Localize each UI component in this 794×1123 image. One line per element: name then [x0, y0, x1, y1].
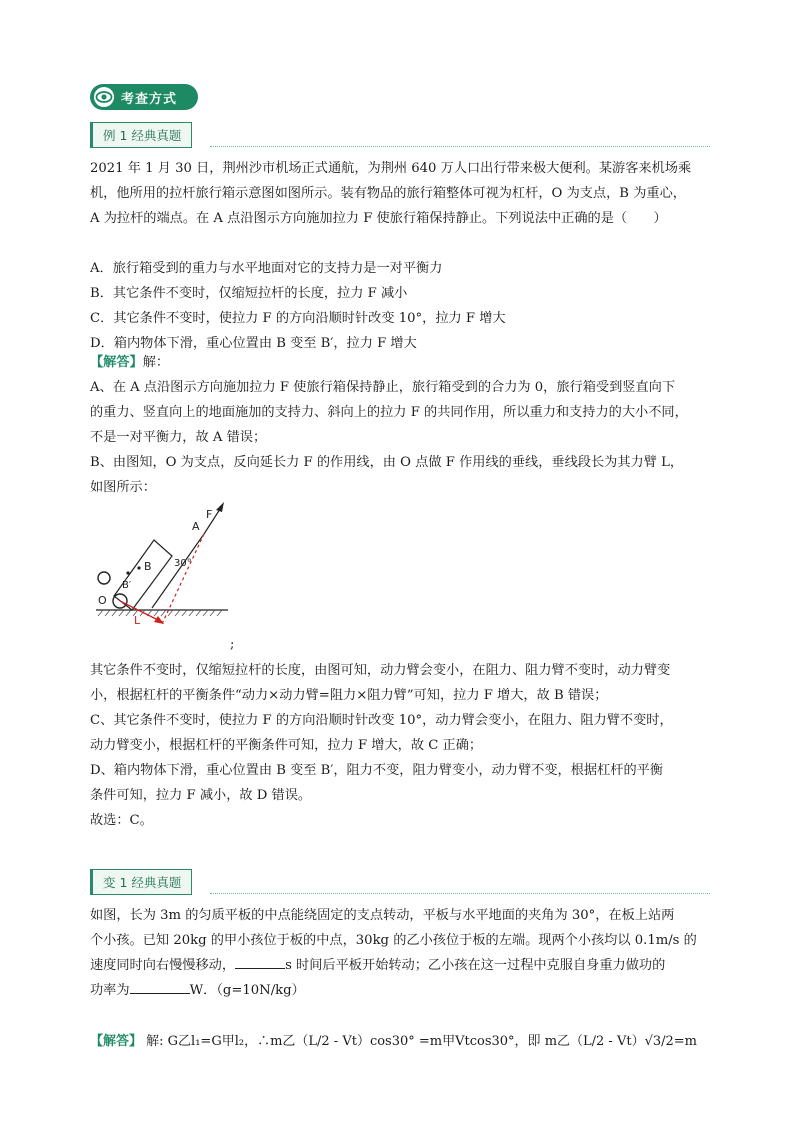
divider [210, 146, 710, 147]
answer-label: 【解答】 [90, 1034, 143, 1049]
label-F: F [206, 508, 213, 521]
question-line: 速度同时向右慢慢移动， s 时间后平板开始转动；乙小孩在这一过程中克服自身重力做功的 [90, 953, 710, 978]
option-a: A．旅行箱受到的重力与水平地面对它的支持力是一对平衡力 [90, 261, 443, 276]
solution-continued [90, 658, 710, 833]
eye-icon [93, 86, 115, 108]
option-d: D．箱内物体下滑，重心位置由 B 变至 B′，拉力 F 增大 [90, 336, 417, 351]
solution-line: 的重力、竖直向上的地面施加的支持力、斜向上的拉力 F 的共同作用，所以重力和支持力的大小不同， [90, 405, 688, 420]
answer-label: 【解答】 [90, 355, 143, 370]
answer-intro: 解： [142, 355, 170, 370]
answer-blank-time[interactable] [235, 954, 285, 969]
label-Bprime: B′ [122, 580, 132, 591]
final-answer: 故选：C。 [90, 813, 153, 828]
solution-line: 不是一对平衡力，故 A 错误； [90, 430, 267, 445]
variant-tag-label: 变 1 经典真题 [90, 869, 192, 895]
question-line: 个小孩。已知 20kg 的甲小孩位于板的中点，30kg 的乙小孩位于板的左端。现两个小孩均以 0.1m/s 的 [90, 933, 697, 948]
label-L: L [134, 614, 141, 627]
example-tag [90, 123, 192, 147]
answer-formula: 解: G乙l₁=G甲l₂，∴m乙（L/2 - Vt）cos30° =m甲Vtcos30°，即 m乙（L/2 - Vt）√3/2=m [146, 1034, 697, 1049]
solution-line: 动力臂变小，根据杠杆的平衡条件可知，拉力 F 增大，故 C 正确； [90, 738, 483, 753]
solution-line: 条件可知，拉力 F 减小，故 D 错误。 [90, 788, 312, 803]
solution-line: D、箱内物体下滑，重心位置由 B 变至 B′，阻力不变，阻力臂变小，动力臂不变，根据杠杆的平衡 [90, 763, 664, 778]
variant-question [90, 903, 710, 1003]
question-line: 如图，长为 3m 的匀质平板的中点能绕固定的支点转动，平板与水平地面的夹角为 30°，在板上站两 [90, 908, 675, 923]
solution-line: 小，根据杠杆的平衡条件“动力×动力臂=阻力×阻力臂”可知，拉力 F 增大，故 B 错误； [90, 688, 608, 703]
example-tag-label: 例 1 经典真题 [90, 122, 192, 148]
label-B: B [144, 560, 152, 573]
lever-diagram [92, 500, 252, 660]
divider [210, 893, 710, 894]
answer-heading [90, 350, 710, 375]
question-text [90, 156, 710, 231]
label-O: O [98, 594, 107, 607]
diagram-end: ; [230, 637, 235, 652]
question-line: 功率为 W．（g=10N/kg） [90, 978, 710, 1003]
answer-blank-power[interactable] [130, 979, 190, 994]
section-title: 考查方式 [121, 91, 178, 107]
answer-section [90, 350, 710, 500]
variant-answer [90, 1030, 730, 1070]
variant-tag [90, 870, 192, 894]
question-line: 2021 年 1 月 30 日，荆州沙市机场正式通航，为荆州 640 万人口出行带来极大便利。某游客来机场乘 [90, 161, 692, 176]
section-header [90, 84, 198, 110]
label-A: A [192, 520, 200, 533]
solution-line: C、其它条件不变时，使拉力 F 的方向沿顺时针改变 10°，动力臂会变小，在阻力、阻力臂不变时， [90, 713, 673, 728]
question-line: 机，他所用的拉杆旅行箱示意图如图所示。装有物品的旅行箱整体可视为杠杆，O 为支点，B 为重心， [90, 186, 686, 201]
solution-line: 其它条件不变时，仅缩短拉杆的长度，由图可知，动力臂会变小，在阻力、阻力臂不变时，动力臂变 [90, 663, 671, 678]
label-angle: 30° [174, 558, 192, 569]
question-line: A 为拉杆的端点。在 A 点沿图示方向施加拉力 F 使旅行箱保持静止。下列说法中正确的是（ ） [90, 211, 667, 226]
option-c: C．其它条件不变时，使拉力 F 的方向沿顺时针改变 10°，拉力 F 增大 [90, 311, 506, 326]
solution-line: B、由图知，O 为支点，反向延长力 F 的作用线，由 O 点做 F 作用线的垂线，垂线段长为其力臂 L， [90, 455, 684, 470]
solution-line: 如图所示： [90, 480, 156, 495]
options-list [90, 256, 710, 356]
solution-line: A、在 A 点沿图示方向施加拉力 F 使旅行箱保持静止，旅行箱受到的合力为 0，旅行箱受到竖直向下 [90, 380, 676, 395]
option-b: B．其它条件不变时，仅缩短拉杆的长度，拉力 F 减小 [90, 286, 408, 301]
